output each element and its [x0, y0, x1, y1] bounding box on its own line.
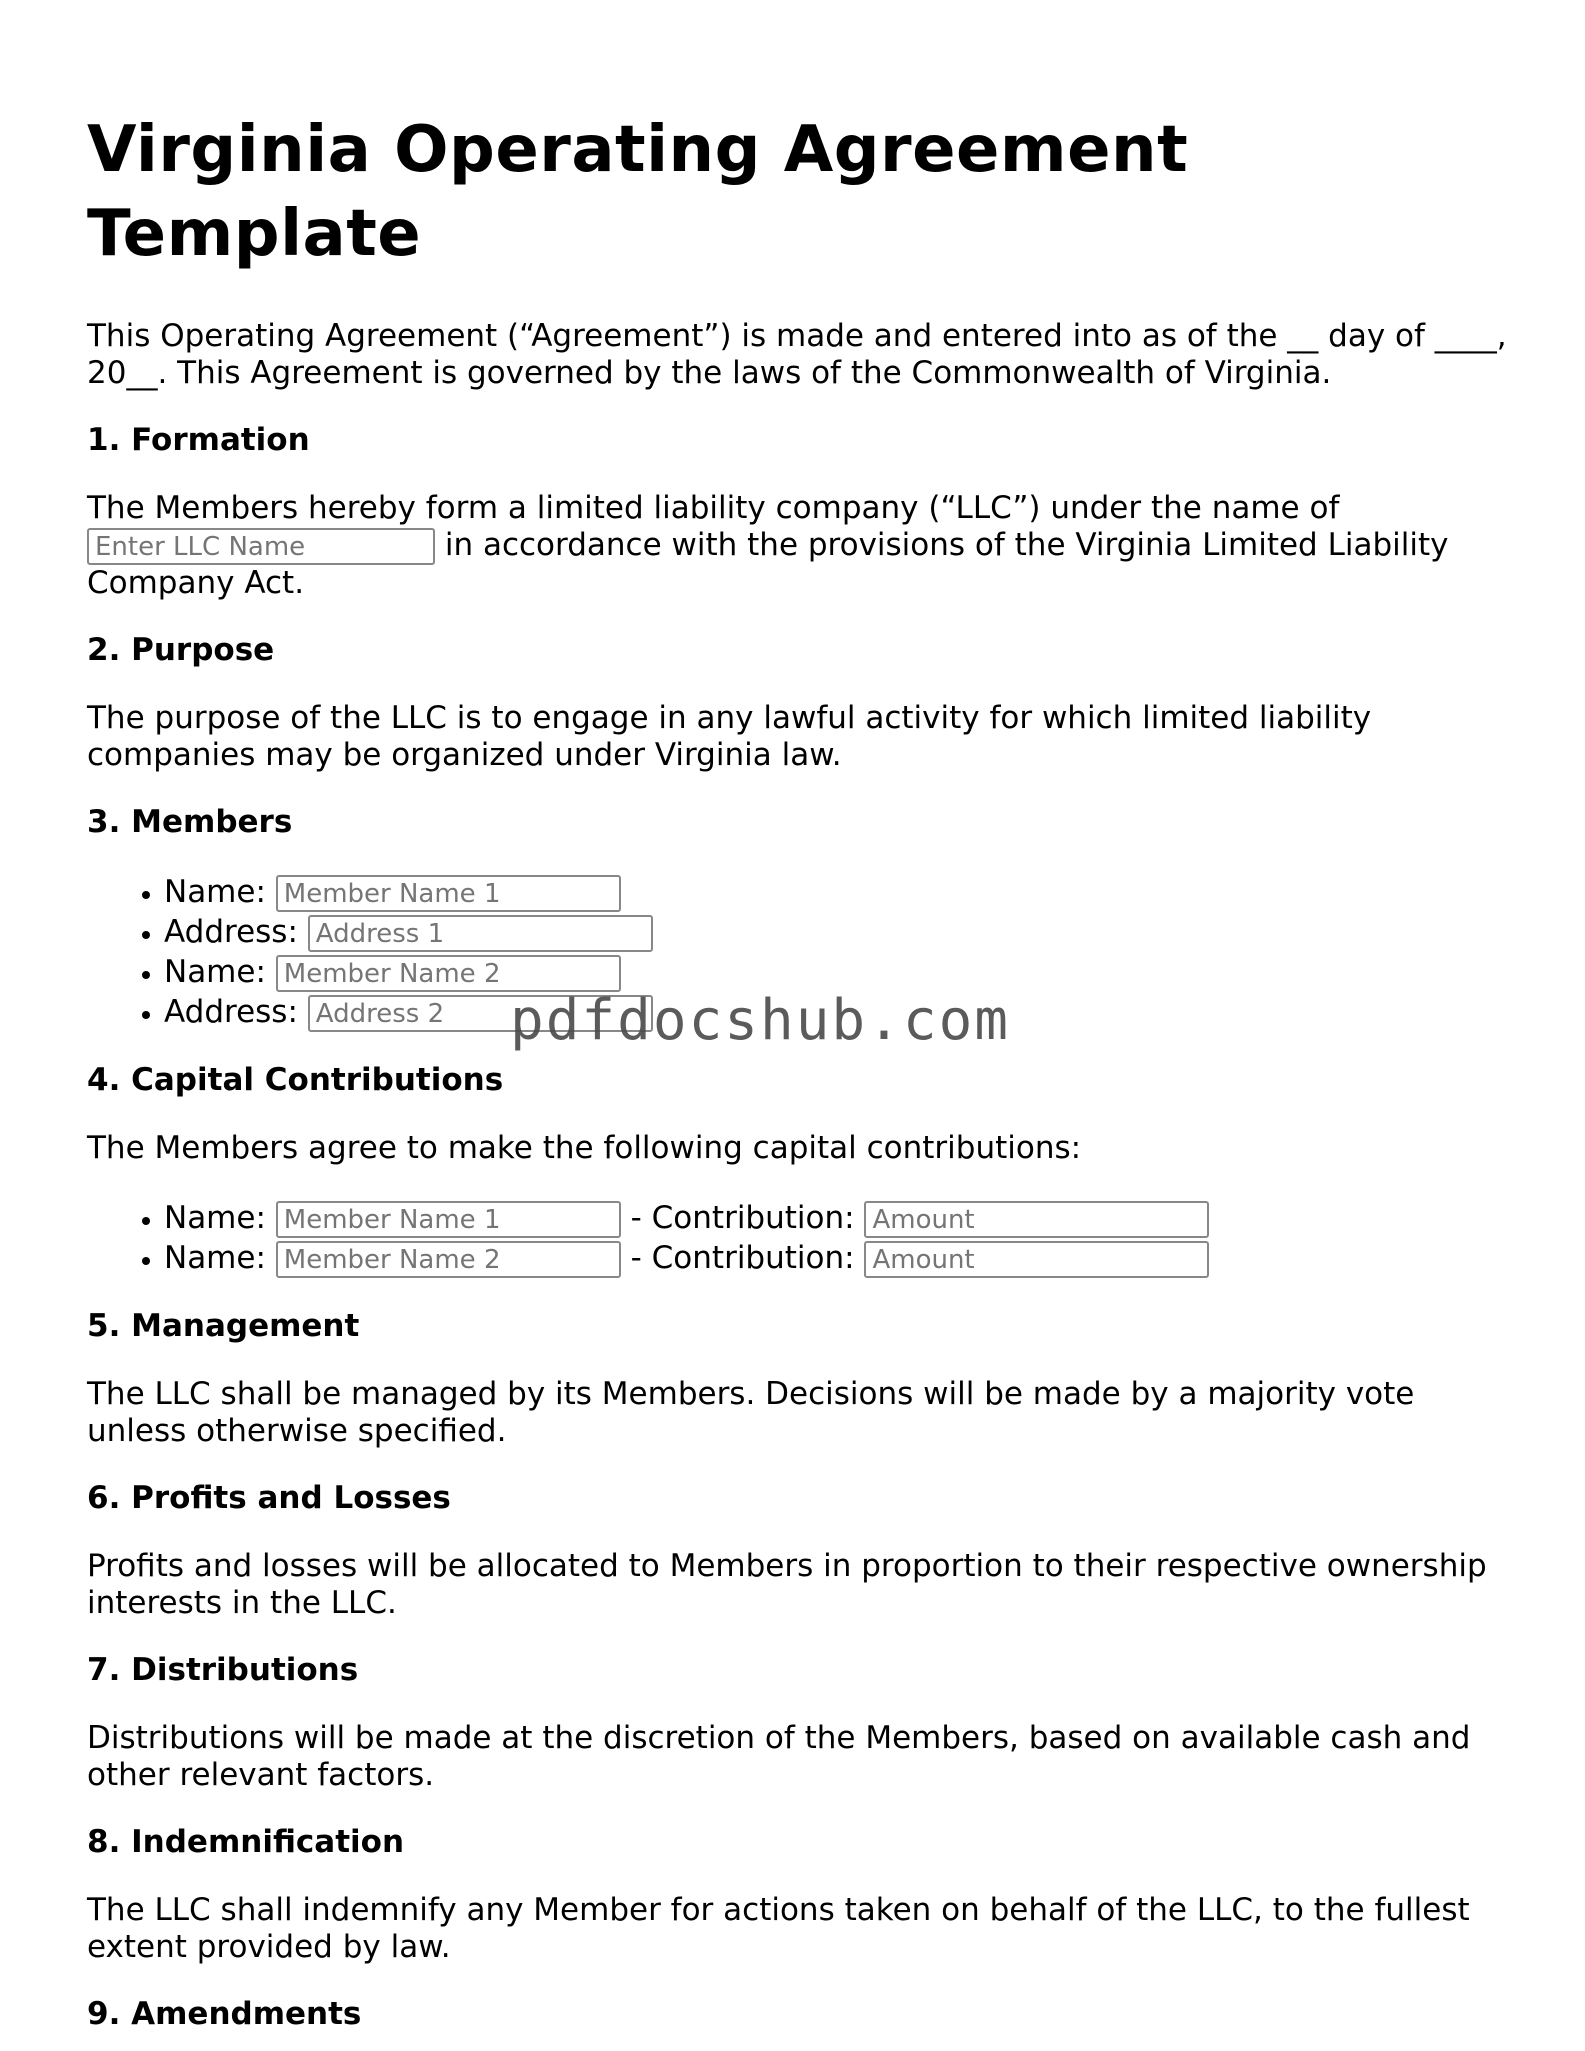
management-paragraph: The LLC shall be managed by its Members. Decisions will be made by a majority vote unless otherwise specified. [87, 1376, 1415, 1449]
address-label: Address: [164, 994, 298, 1030]
section-members [87, 804, 1507, 1032]
members-list [87, 872, 1507, 1032]
name-label: Name: [164, 874, 266, 910]
watermark: pdfdocshub.com [510, 988, 1011, 1053]
llc-name-input[interactable] [87, 528, 435, 565]
section-management [87, 1308, 1507, 1450]
section-heading: 9. Amendments [87, 1996, 362, 2032]
section-profits [87, 1480, 1507, 1622]
list-item [164, 1238, 1507, 1278]
contribution-member-name-2-input[interactable] [276, 1241, 621, 1278]
formation-text-after: in accordance with the provisions of the Virginia Limited Liability Company Act. [87, 527, 1449, 601]
section-formation [87, 422, 1507, 602]
section-amendments [87, 1996, 1507, 2033]
name-label: Name: [164, 1200, 266, 1236]
contribution-member-name-1-input[interactable] [276, 1201, 621, 1238]
section-heading: 4. Capital Contributions [87, 1062, 504, 1098]
contribution-label: - Contribution: [630, 1200, 855, 1236]
document-page [87, 108, 1507, 2033]
list-item [164, 872, 1507, 912]
section-heading: 3. Members [87, 804, 293, 840]
member-name-1-input[interactable] [276, 875, 621, 912]
member-name-2-input[interactable] [276, 955, 621, 992]
contribution-label: - Contribution: [630, 1240, 855, 1276]
page-title: Virginia Operating Agreement Template [87, 113, 1189, 271]
contribution-amount-1-input[interactable] [864, 1201, 1209, 1238]
address-2-input[interactable] [308, 995, 653, 1032]
section-heading: 1. Formation [87, 422, 310, 458]
contribution-amount-2-input[interactable] [864, 1241, 1209, 1278]
formation-paragraph [87, 490, 1507, 602]
name-label: Name: [164, 954, 266, 990]
list-item [164, 992, 1507, 1032]
list-item [164, 912, 1507, 952]
intro-paragraph: This Operating Agreement (“Agreement”) is made and entered into as of the __ day of ____, 20__. This Agreement is governed by the laws of the Commonwealth of Virginia. [87, 318, 1507, 391]
list-item [164, 1198, 1507, 1238]
section-purpose [87, 632, 1507, 774]
distributions-paragraph: Distributions will be made at the discretion of the Members, based on available cash and other relevant factors. [87, 1720, 1471, 1793]
list-item [164, 952, 1507, 992]
section-distributions [87, 1652, 1507, 1794]
capital-paragraph: The Members agree to make the following capital contributions: [87, 1130, 1082, 1166]
section-indemnification [87, 1824, 1507, 1966]
section-heading: 8. Indemnification [87, 1824, 405, 1860]
contributions-list [87, 1198, 1507, 1278]
section-heading: 7. Distributions [87, 1652, 359, 1688]
address-label: Address: [164, 914, 298, 950]
formation-text-before: The Members hereby form a limited liability company (“LLC”) under the name of [87, 490, 1340, 526]
section-heading: 6. Profits and Losses [87, 1480, 451, 1516]
name-label: Name: [164, 1240, 266, 1276]
section-capital [87, 1062, 1507, 1278]
section-heading: 2. Purpose [87, 632, 275, 668]
profits-paragraph: Profits and losses will be allocated to Members in proportion to their respective ownership interests in the LLC. [87, 1548, 1487, 1621]
address-1-input[interactable] [308, 915, 653, 952]
purpose-paragraph: The purpose of the LLC is to engage in any lawful activity for which limited liability companies may be organized under Virginia law. [87, 700, 1372, 773]
section-heading: 5. Management [87, 1308, 360, 1344]
indemnification-paragraph: The LLC shall indemnify any Member for actions taken on behalf of the LLC, to the fullest extent provided by law. [87, 1892, 1470, 1965]
